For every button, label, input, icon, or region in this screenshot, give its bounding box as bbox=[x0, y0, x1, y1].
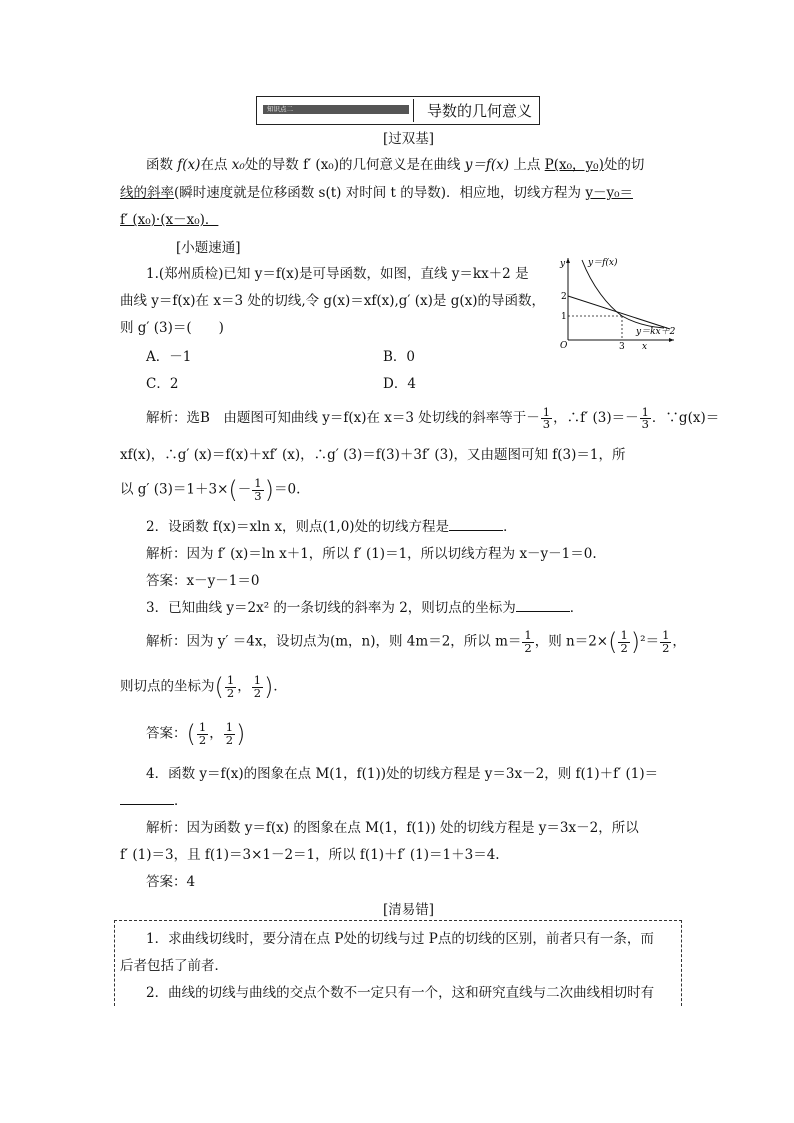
q4-solution-line-1: 解析：因为函数 y＝f(x) 的图象在点 M(1，f(1)) 处的切线方程是 y＝3x－2，所以 bbox=[146, 820, 639, 836]
q1-solution-line-3: 以 g′ (3)＝1＋3×(－ $\frac{1}{3}$ )＝0. bbox=[120, 476, 301, 504]
q1-option-a: A．－1 bbox=[146, 349, 192, 365]
q1-solution-line-1: 解析：选B 由题图可知曲线 y＝f(x)在 x＝3 处切线的斜率等于－ $\frac{1}{3}$ ，∴f′ (3)＝－ $\frac{1}{3}$ ．∵g(x)＝ bbox=[146, 404, 720, 431]
curve-label: y＝f(x) bbox=[588, 258, 618, 268]
fraction: $\frac{1}{2}$ bbox=[524, 628, 532, 655]
q1-graph bbox=[558, 254, 678, 350]
tick-x-3: 3 bbox=[619, 342, 625, 350]
header-divider bbox=[413, 99, 414, 122]
q4-answer: 答案：4 bbox=[146, 874, 196, 890]
line-label: y＝kx＋2 bbox=[636, 327, 676, 337]
answer-blank bbox=[516, 599, 570, 612]
subsection-heading-quick: [小题速通] bbox=[176, 240, 241, 256]
intro-line-3: f′ (x₀)·(x－x₀)． bbox=[120, 212, 219, 228]
q1-line-1: 1.(郑州质检)已知 y＝f(x)是可导函数，如图，直线 y＝kx＋2 是 bbox=[146, 266, 529, 282]
fraction: $\frac{1}{2}$ bbox=[198, 720, 207, 747]
q3-solution-line-1: 解析：因为 y′ ＝4x，设切点为(m，n)，则 4m＝2，所以 m＝ $\frac{1}{2}$ ，则 n＝2×( $\frac{1}{2}$ )²＝ $\frac{1}{2}$ ， bbox=[146, 628, 686, 656]
fraction: $\frac{1}{2}$ bbox=[253, 673, 262, 700]
tick-y-1: 1 bbox=[561, 312, 567, 322]
fraction: $\frac{1}{2}$ bbox=[620, 628, 628, 655]
error-note-1-cont: 后者包括了前者． bbox=[120, 958, 228, 974]
section-header bbox=[256, 96, 540, 125]
q1-line-3: 则 g′ (3)＝( ) bbox=[120, 320, 224, 336]
q2-answer: 答案：x－y－1＝0 bbox=[146, 573, 260, 589]
q2-line-1: 2．设函数 f(x)＝xln x，则点(1,0)处的切线方程是 ． bbox=[146, 519, 517, 535]
section-title: 导数的几何意义 bbox=[427, 102, 533, 120]
intro-line-2: 线的斜率(瞬时速度就是位移函数 s(t) 对时间 t 的导数)．相应地，切线方程为 y－y₀＝ bbox=[120, 185, 633, 201]
fraction: $\frac{1}{2}$ bbox=[226, 673, 235, 700]
q4-line-2: ． bbox=[120, 789, 188, 809]
tangent-line bbox=[568, 296, 670, 329]
q3-answer: 答案：( $\frac{1}{2}$ ， $\frac{1}{2}$ ) bbox=[146, 720, 246, 748]
subsection-heading-basics: [过双基] bbox=[383, 131, 435, 147]
section-tag: 知识点二 bbox=[263, 105, 409, 114]
q1-line-2: 曲线 y＝f(x)在 x＝3 处的切线,令 g(x)＝xf(x),g′ (x)是 g(x)的导函数， bbox=[120, 293, 545, 309]
tick-y-2: 2 bbox=[561, 292, 567, 302]
fraction: $\frac{1}{3}$ bbox=[641, 404, 649, 431]
q4-solution-line-2: f′ (1)＝3，且 f(1)＝3×1－2＝1，所以 f(1)＋f′ (1)＝1＋3＝4. bbox=[120, 847, 500, 863]
q1-solution-line-2: xf(x)，∴g′ (x)＝f(x)＋xf′ (x)，∴g′ (3)＝f(3)＋3f′ (3)，又由题图可知 f(3)＝1，所 bbox=[120, 447, 626, 463]
q4-line-1: 4．函数 y＝f(x)的图象在点 M(1，f(1))处的切线方程是 y＝3x－2，则 f(1)＋f′ (1)＝ bbox=[146, 766, 659, 782]
fraction: $\frac{1}{3}$ bbox=[254, 476, 262, 503]
y-axis-label: y bbox=[560, 259, 566, 269]
q3-line-1: 3．已知曲线 y＝2x² 的一条切线的斜率为 2，则切点的坐标为 ． bbox=[146, 600, 584, 616]
origin-label: O bbox=[560, 341, 568, 350]
answer-blank bbox=[449, 518, 503, 531]
x-axis-label: x bbox=[642, 342, 648, 350]
curve-f bbox=[582, 260, 664, 328]
fraction: $\frac{1}{2}$ bbox=[225, 720, 234, 747]
error-note-2: 2．曲线的切线与曲线的交点个数不一定只有一个，这和研究直线与二次曲线相切时有 bbox=[146, 985, 655, 1001]
fraction: $\frac{1}{2}$ bbox=[662, 628, 670, 655]
intro-line-1: 函数 f(x)在点 x₀处的导数 f′ (x₀)的几何意义是在曲线 y＝f(x) 上点 P(x₀，y₀)处的切 bbox=[146, 157, 645, 173]
q1-option-d: D．4 bbox=[383, 376, 416, 392]
q3-solution-line-2: 则切点的坐标为( $\frac{1}{2}$ ， $\frac{1}{2}$ )． bbox=[120, 673, 287, 701]
answer-blank bbox=[120, 792, 174, 805]
error-note-1: 1．求曲线切线时，要分清在点 P处的切线与过 P点的切线的区别，前者只有一条，而 bbox=[146, 931, 654, 947]
q2-solution: 解析：因为 f′ (x)＝ln x＋1，所以 f′ (1)＝1，所以切线方程为 x－y－1＝0. bbox=[146, 546, 597, 562]
subsection-heading-errors: [清易错] bbox=[383, 902, 435, 918]
fraction: $\frac{1}{3}$ bbox=[542, 404, 551, 431]
q1-option-c: C．2 bbox=[146, 376, 179, 392]
q1-option-b: B．0 bbox=[383, 349, 416, 365]
